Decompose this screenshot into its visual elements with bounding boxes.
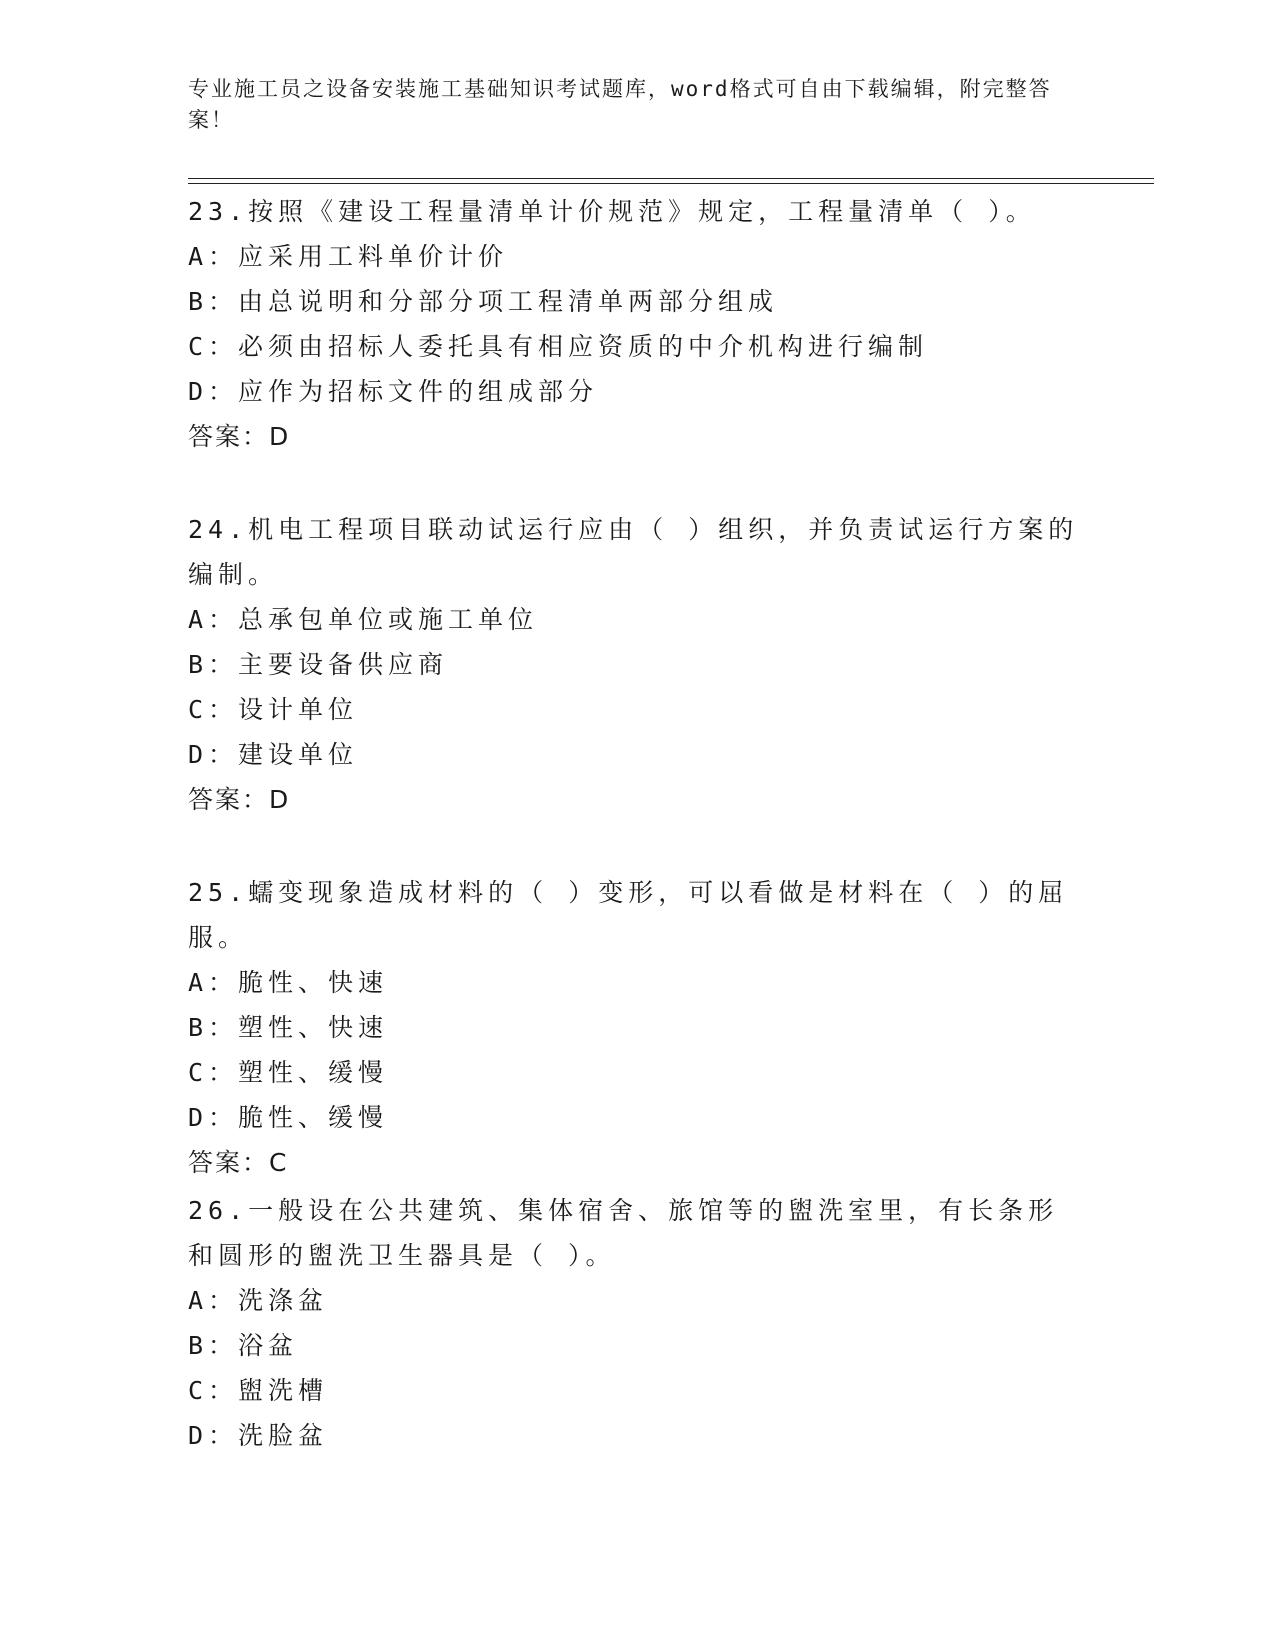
question-stem: 24.机电工程项目联动试运行应由（ ）组织，并负责试运行方案的编制。 bbox=[188, 515, 1079, 589]
answer-line: 答案：C bbox=[188, 1148, 289, 1177]
question-23 bbox=[188, 189, 1088, 459]
option-c: C：设计单位 bbox=[188, 695, 359, 724]
option-b: B：塑性、快速 bbox=[188, 1013, 389, 1042]
header-divider-bottom bbox=[188, 183, 1154, 184]
option-a: A：洗涤盆 bbox=[188, 1286, 329, 1315]
option-a: A：应采用工料单价计价 bbox=[188, 242, 509, 271]
answer-line: 答案：D bbox=[188, 785, 291, 814]
question-stem: 25.蠕变现象造成材料的（ ）变形，可以看做是材料在（ ）的屈服。 bbox=[188, 878, 1069, 952]
option-b: B：主要设备供应商 bbox=[188, 650, 449, 679]
document-header: 专业施工员之设备安装施工基础知识考试题库，word格式可自由下载编辑，附完整答案！ bbox=[188, 77, 1052, 132]
option-c: C：盥洗槽 bbox=[188, 1376, 329, 1405]
question-stem: 23.按照《建设工程量清单计价规范》规定，工程量清单（ ）。 bbox=[188, 197, 1036, 226]
question-26 bbox=[188, 1188, 1088, 1458]
question-stem: 26.一般设在公共建筑、集体宿舍、旅馆等的盥洗室里，有长条形和圆形的盥洗卫生器具是（ ）。 bbox=[188, 1196, 1059, 1270]
option-d: D：洗脸盆 bbox=[188, 1421, 329, 1450]
option-a: A：总承包单位或施工单位 bbox=[188, 605, 539, 634]
header-divider-top bbox=[188, 178, 1154, 179]
option-a: A：脆性、快速 bbox=[188, 968, 389, 997]
option-c: C：必须由招标人委托具有相应资质的中介机构进行编制 bbox=[188, 332, 929, 361]
option-b: B：浴盆 bbox=[188, 1331, 299, 1360]
option-b: B：由总说明和分部分项工程清单两部分组成 bbox=[188, 287, 779, 316]
option-d: D：脆性、缓慢 bbox=[188, 1103, 389, 1132]
option-c: C：塑性、缓慢 bbox=[188, 1058, 389, 1087]
option-d: D：应作为招标文件的组成部分 bbox=[188, 377, 599, 406]
answer-line: 答案：D bbox=[188, 422, 291, 451]
question-25 bbox=[188, 870, 1088, 1185]
question-24 bbox=[188, 507, 1088, 822]
option-d: D：建设单位 bbox=[188, 740, 359, 769]
